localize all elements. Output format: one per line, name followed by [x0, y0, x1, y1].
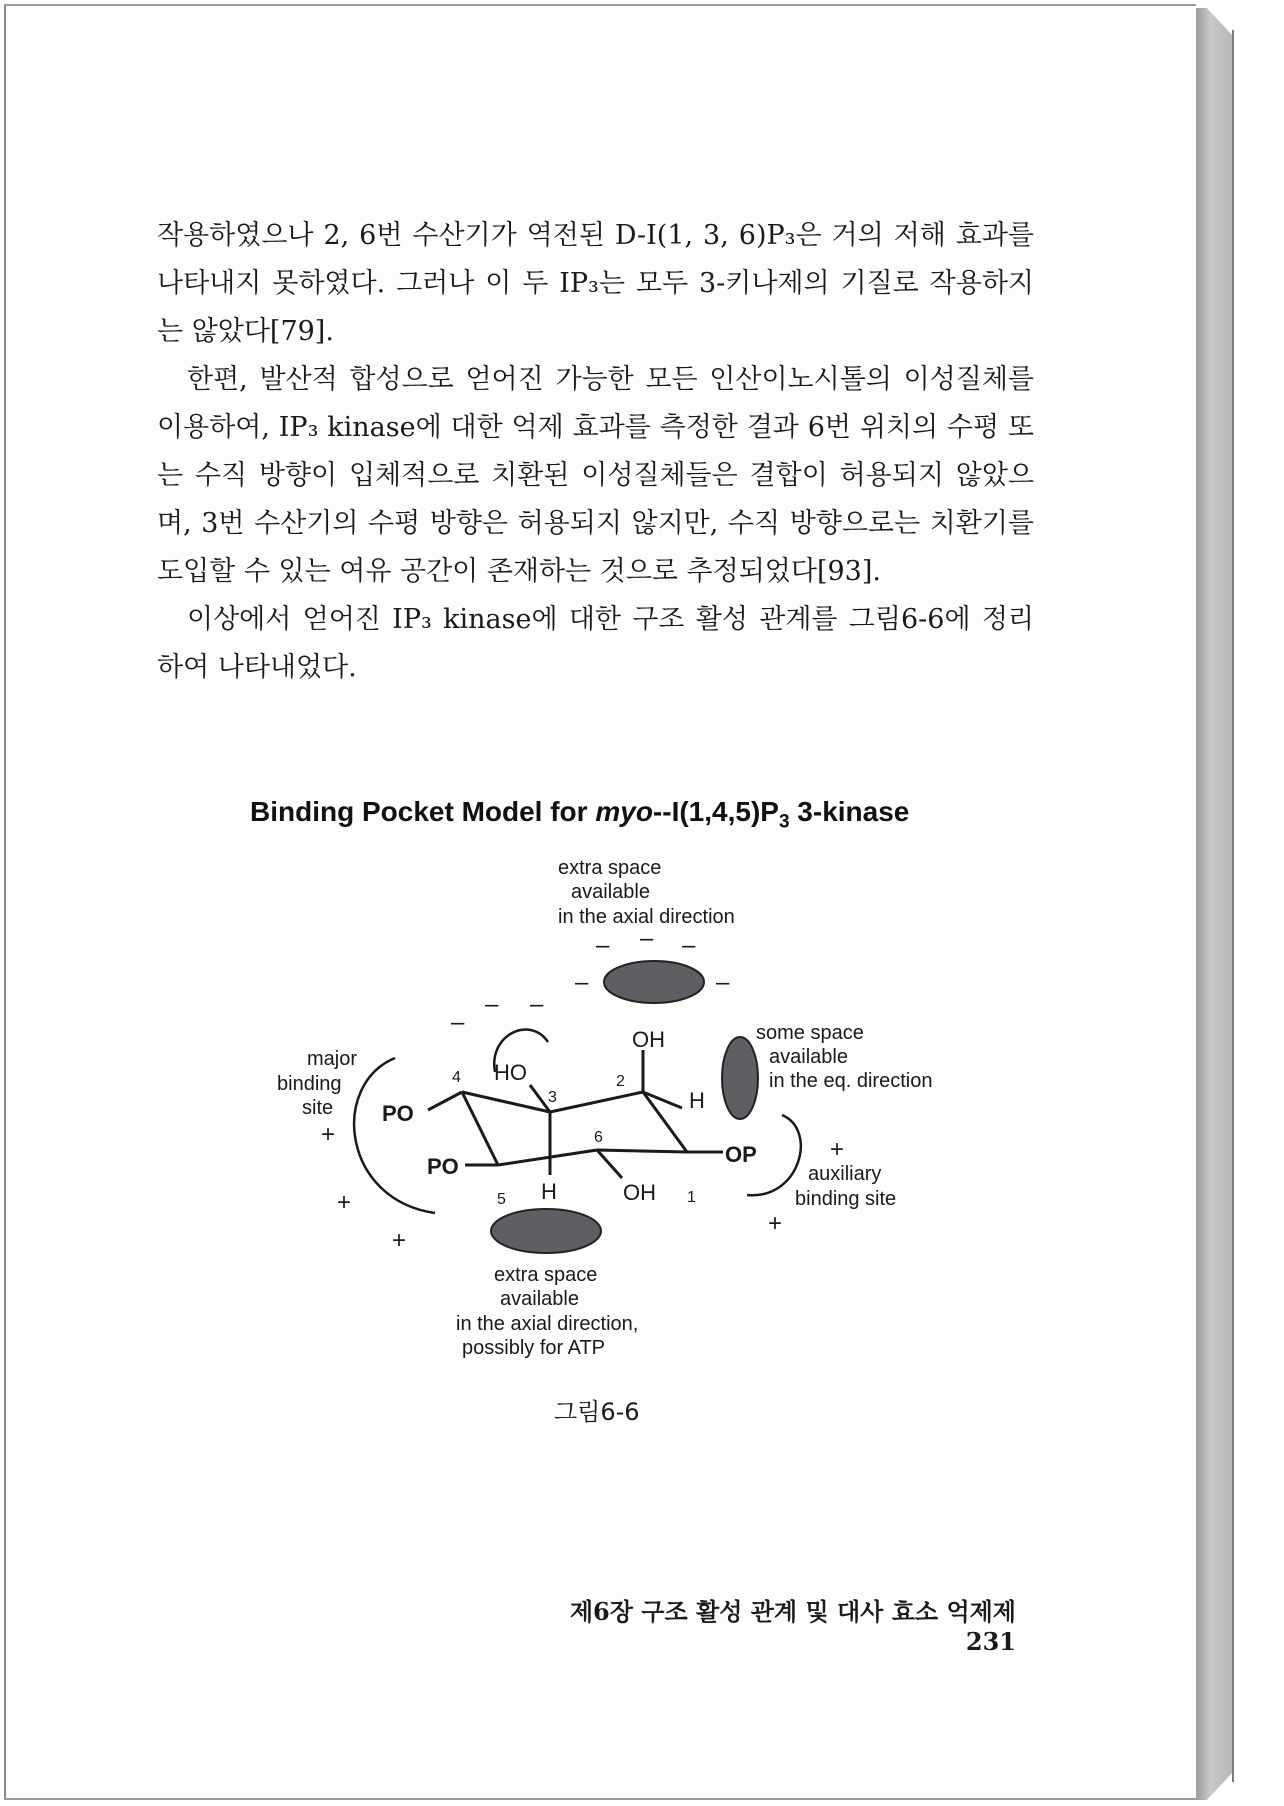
svg-text:–: –: [682, 932, 696, 959]
svg-text:binding site: binding site: [795, 1188, 897, 1210]
svg-text:–: –: [485, 991, 499, 1018]
figure-title: Binding Pocket Model for myo-$-I(1,4,5)P_3$ 3-kinase: [250, 796, 910, 833]
svg-text:–: –: [596, 932, 610, 959]
auxiliary-binding-site-label: [795, 1163, 896, 1210]
running-footer: [516, 1592, 1016, 1656]
svg-text:–: –: [530, 991, 544, 1018]
svg-text:+: +: [392, 1227, 407, 1254]
svg-text:some space: some space: [756, 1022, 864, 1044]
svg-text:binding: binding: [277, 1073, 342, 1095]
paragraph-2: 한편, 발산적 합성으로 얻어진 가능한 모든 인산이노시톨의 이성질체를 이용하여, IP₃ kinase에 대한 억제 효과를 측정한 결과 6번 위치의 수평 또는 수직 방향이 입체적으로 치환된 이성질체들은 결합이 허용되지 않았으며, 3번 수산기의 수평 방향은 허용되지 않지만, 수직 방향으로는 치환기를 도입할 수 있는 여유 공간이 존재하는 것으로 추정되었다[93].: [157, 364, 1043, 587]
svg-text:possibly for ATP: possibly for ATP: [462, 1337, 606, 1359]
svg-text:major: major: [307, 1048, 358, 1070]
svg-text:available: available: [571, 881, 650, 903]
svg-text:+: +: [337, 1189, 352, 1216]
bottom-axial-pocket: [491, 1209, 601, 1253]
svg-text:OP: OP: [725, 1142, 757, 1167]
svg-text:3: 3: [548, 1089, 557, 1106]
svg-text:5: 5: [497, 1191, 506, 1208]
svg-text:–: –: [575, 969, 589, 996]
svg-text:auxiliary: auxiliary: [808, 1163, 882, 1185]
major-binding-site-label: [277, 1048, 357, 1119]
major-binding-site-arc: [354, 1058, 435, 1213]
svg-text:OH: OH: [632, 1027, 665, 1052]
svg-text:HO: HO: [494, 1060, 527, 1085]
running-head: 제6장 구조 활성 관계 및 대사 효소 억제제: [569, 1597, 1016, 1626]
svg-text:extra space: extra space: [558, 857, 662, 879]
svg-text:site: site: [302, 1097, 334, 1119]
svg-text:OH: OH: [623, 1180, 656, 1205]
inositol-ring: [428, 1050, 723, 1178]
svg-text:available: available: [769, 1046, 848, 1068]
svg-text:+: +: [830, 1136, 845, 1163]
svg-text:–: –: [716, 969, 730, 996]
svg-text:in the eq. direction: in the eq. direction: [769, 1070, 933, 1092]
svg-text:–: –: [451, 1009, 465, 1036]
svg-text:PO: PO: [382, 1101, 414, 1126]
svg-text:6: 6: [594, 1129, 603, 1146]
svg-text:H: H: [689, 1088, 705, 1113]
svg-text:+: +: [321, 1121, 336, 1148]
svg-text:4: 4: [452, 1069, 461, 1086]
svg-text:PO: PO: [427, 1154, 459, 1179]
right-pocket-label: [756, 1022, 932, 1092]
svg-text:H: H: [541, 1179, 557, 1204]
page-number: 231: [965, 1627, 1016, 1656]
svg-text:1: 1: [687, 1189, 696, 1206]
ring-atoms: [382, 1027, 757, 1205]
svg-text:in the axial direction,: in the axial direction,: [456, 1313, 639, 1335]
paragraph-3: 이상에서 얻어진 IP₃ kinase에 대한 구조 활성 관계를 그림6-6에 정리하여 나타내었다.: [157, 604, 1034, 683]
paragraph-1: 작용하였으나 2, 6번 수산기가 역전된 D-I(1, 3, 6)P₃은 거의 저해 효과를 나타내지 못하였다. 그러나 이 두 IP₃는 모두 3-키나제의 기질로 작용하지는 않았다[79].: [157, 220, 1043, 347]
right-equatorial-pocket: [722, 1037, 758, 1119]
svg-text:extra space: extra space: [494, 1264, 598, 1286]
svg-text:–: –: [640, 925, 654, 952]
top-axial-pocket: [604, 961, 704, 1003]
svg-text:2: 2: [616, 1073, 625, 1090]
top-pocket-label: [558, 857, 735, 928]
svg-text:+: +: [768, 1210, 783, 1237]
svg-text:in the axial direction: in the axial direction: [558, 906, 735, 928]
svg-text:available: available: [500, 1288, 579, 1310]
ring-position-numbers: [452, 1069, 696, 1208]
figure-caption: 그림6-6: [554, 1398, 640, 1426]
bottom-pocket-label: [456, 1264, 638, 1359]
